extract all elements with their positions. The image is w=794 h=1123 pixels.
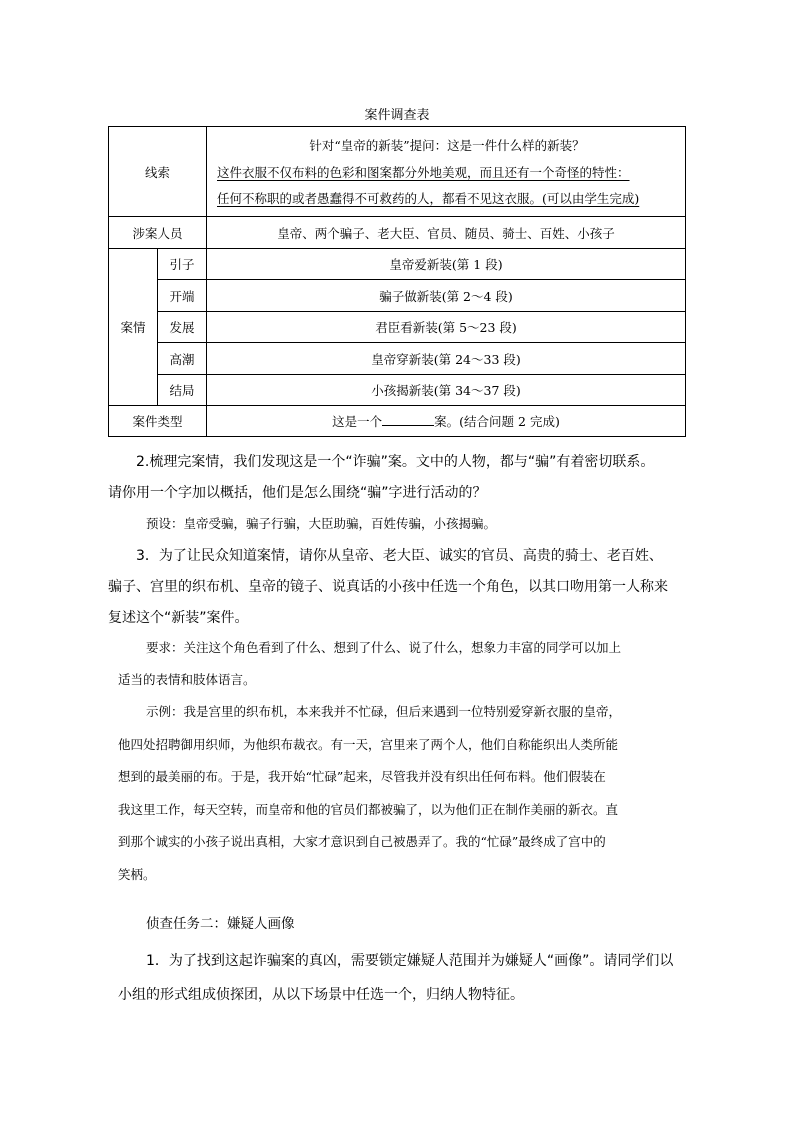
- people-label: 涉案人员: [109, 217, 207, 249]
- plot-label: 案情: [109, 249, 158, 406]
- example-line-1: 示例：我是宫里的织布机，本来我并不忙碌，但后来遇到一位特别爱穿新衣服的皇帝，: [146, 704, 622, 719]
- question-3-line-2: 骗子、宫里的织布机、皇帝的镜子、说真话的小孩中任选一个角色，以其口吻用第一人称来: [108, 579, 668, 595]
- example-line-6: 笑柄。: [118, 866, 156, 882]
- plot-stage: 高潮: [158, 343, 207, 375]
- plot-row: [109, 312, 686, 343]
- case-investigation-table: [108, 126, 686, 437]
- plot-stage: 发展: [158, 312, 207, 343]
- example-line-4: 我这里工作，每天空转，而皇帝和他的官员们都被骗了，以为他们正在制作美丽的新衣。直: [118, 801, 619, 817]
- task-2-title: 侦查任务二：嫌疑人画像: [146, 916, 295, 932]
- clue-question: 针对“皇帝的新装”提问：这是一件什么样的新装？: [309, 137, 585, 153]
- plot-row: [109, 249, 686, 280]
- clue-content: [207, 127, 686, 217]
- example-line-2: 他四处招聘御用织师，为他织布裁衣。有一天，宫里来了两个人，他们自称能织出人类所能: [118, 736, 619, 752]
- plot-stage: 引子: [158, 249, 207, 280]
- example: [118, 696, 686, 891]
- preset-answer: 预设：皇帝受骗，骗子行骗，大臣助骗，百姓传骗，小孩揭骗。: [146, 516, 497, 531]
- question-2-line-1: 2.梳理完案情，我们发现这是一个“诈骗”案。文中的人物，都与“骗”有着密切联系。: [136, 454, 655, 470]
- clue-answer-line-2: 任何不称职的或者愚蠢得不可救药的人，都看不见这衣服。(可以由学生完成): [217, 190, 640, 206]
- type-label: 案件类型: [109, 406, 207, 437]
- plot-row: [109, 343, 686, 375]
- plot-desc: 小孩揭新装(第 34～37 段): [207, 375, 686, 406]
- plot-desc: 皇帝爱新装(第 1 段): [207, 249, 686, 280]
- question-2: [108, 447, 686, 509]
- requirement-line-2: 适当的表情和肢体语言。: [118, 672, 256, 687]
- question-2-line-2: 请你用一个字加以概括，他们是怎么围绕“骗”字进行活动的？: [108, 485, 487, 501]
- answer-blank: [382, 413, 434, 426]
- table-caption: 案件调查表: [364, 108, 430, 123]
- task-2-line-1: 1．为了找到这起诈骗案的真凶，需要锁定嫌疑人范围并为嫌疑人“画像”。请同学们以: [146, 953, 674, 969]
- type-text-after: 案。(结合问题 2 完成): [434, 414, 560, 429]
- people-value: 皇帝、两个骗子、老大臣、官员、随员、骑士、百姓、小孩子: [207, 217, 686, 249]
- task-2-line-2: 小组的形式组成侦探团，从以下场景中任选一个，归纳人物特征。: [118, 987, 524, 1003]
- type-text-before: 这是一个: [332, 414, 383, 429]
- task-2-question-1: [118, 944, 686, 1012]
- people-row: [109, 217, 686, 249]
- clue-answer-line-1: 这件衣服不仅布料的色彩和图案都分外地美观，而且还有一个奇怪的特性：: [217, 164, 630, 180]
- question-3-line-3: 复述这个“新装”案件。: [108, 610, 249, 626]
- plot-row: [109, 375, 686, 406]
- type-value: [207, 406, 686, 437]
- example-line-5: 到那个诚实的小孩子说出真相，大家才意识到自己被愚弄了。我的“忙碌”最终成了宫中的: [118, 834, 606, 849]
- question-3-line-1: 3．为了让民众知道案情，请你从皇帝、老大臣、诚实的官员、高贵的骑士、老百姓、: [136, 548, 663, 564]
- type-row: [109, 406, 686, 437]
- question-3: [108, 541, 686, 634]
- plot-desc: 皇帝穿新装(第 24～33 段): [207, 343, 686, 375]
- clue-row: [109, 127, 686, 217]
- plot-stage: 开端: [158, 280, 207, 312]
- plot-stage: 结局: [158, 375, 207, 406]
- plot-desc: 君臣看新装(第 5～23 段): [207, 312, 686, 343]
- example-line-3: 想到的最美丽的布。于是，我开始“忙碌”起来，尽管我并没有织出任何布料。他们假装在: [118, 769, 606, 784]
- plot-desc: 骗子做新装(第 2～4 段): [207, 280, 686, 312]
- requirement-line-1: 要求：关注这个角色看到了什么、想到了什么、说了什么，想象力丰富的同学可以加上: [146, 640, 622, 655]
- requirement: [118, 632, 686, 696]
- plot-row: [109, 280, 686, 312]
- clue-label: 线索: [109, 127, 207, 217]
